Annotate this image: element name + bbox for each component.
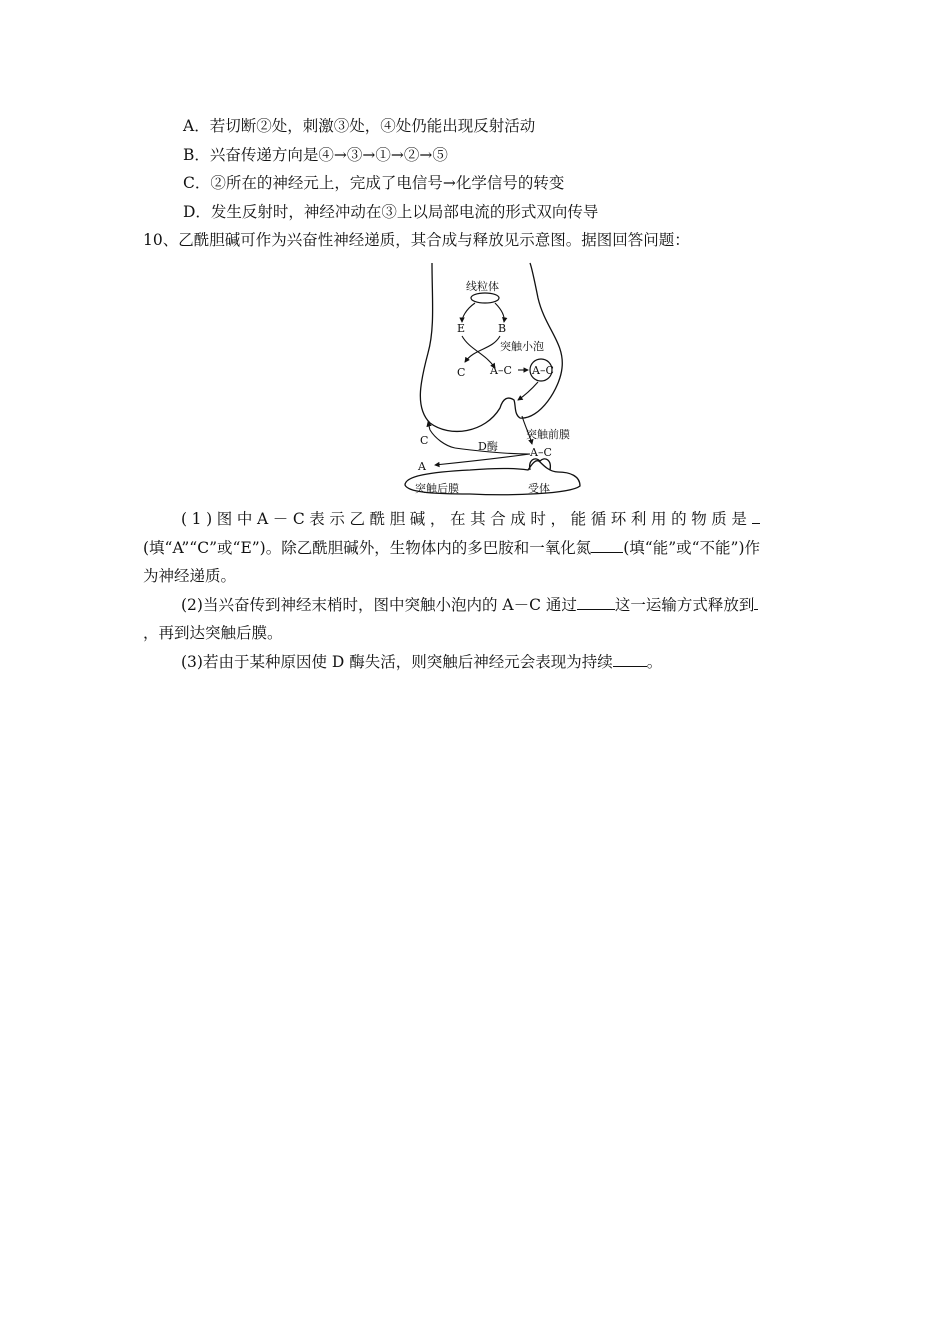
q1-text-1: (1)图中A－C表示乙酰胆碱，在其合成时，能循环利用的物质是 <box>181 510 752 528</box>
label-ac-cleft: A–C <box>530 446 552 459</box>
q1-blank-2 <box>591 538 623 553</box>
q1-line-3: 为神经递质。 <box>143 567 237 585</box>
q2-line-1 <box>181 595 758 615</box>
label-c-top: C <box>457 366 466 379</box>
label-mitochondria: 线粒体 <box>466 280 499 293</box>
option-d: D．发生反射时，神经冲动在③上以局部电流的形式双向传导 <box>183 203 599 221</box>
q1-text-2a: (填“A”“C”或“E”)。除乙酰胆碱外，生物体内的多巴胺和一氧化氮 <box>143 539 592 557</box>
q2-text-1: (2)当兴奋传到神经末梢时，图中突触小泡内的 A－C 通过 <box>181 596 577 614</box>
q2-line-2: ，再到达突触后膜。 <box>143 624 283 642</box>
arrow-to-a <box>435 454 530 465</box>
q1-text-2b: (填“能”或“不能”)作 <box>623 539 761 557</box>
q1-line-2 <box>143 538 760 558</box>
question-10-stem: 10、乙酰胆碱可作为兴奋性神经递质，其合成与释放见示意图。据图回答问题： <box>143 231 690 249</box>
option-c: C．②所在的神经元上，完成了电信号→化学信号的转变 <box>183 174 565 192</box>
label-a: A <box>418 460 426 473</box>
q2-blank-2 <box>754 595 758 610</box>
arrow-b-to-c <box>465 336 500 362</box>
label-b: B <box>498 322 507 335</box>
synapse-diagram <box>390 258 590 500</box>
q3-text-b: 。 <box>646 653 663 671</box>
label-vesicle: 突触小泡 <box>500 340 544 353</box>
q1-blank-1 <box>752 509 760 524</box>
option-b: B．兴奋传递方向是④→③→①→②→⑤ <box>183 146 448 164</box>
label-d-enzyme: D酶 <box>478 440 498 453</box>
q1-line-1 <box>181 509 760 529</box>
q2-blank-1 <box>577 595 615 610</box>
label-presynaptic: 突触前膜 <box>526 428 570 441</box>
option-a: A．若切断②处，刺激③处，④处仍能出现反射活动 <box>183 117 536 135</box>
q3-text-a: (3)若由于某种原因使 D 酶失活，则突触后神经元会表现为持续 <box>181 653 613 671</box>
q3-blank <box>613 652 647 667</box>
label-postsynaptic: 突触后膜 <box>415 482 459 495</box>
label-receptor: 受体 <box>528 482 550 495</box>
arrow-mito-to-b <box>495 303 504 322</box>
arrow-c-reuptake <box>430 430 455 448</box>
arrow-vesicle-release <box>518 382 538 400</box>
mitochondrion-shape <box>471 293 499 303</box>
q3-line <box>181 652 662 672</box>
q2-text-1b: 这一运输方式释放到 <box>614 596 755 614</box>
label-c-left: C <box>420 434 429 447</box>
arrow-mito-to-e <box>462 303 475 322</box>
label-ac-left: A–C <box>490 364 512 377</box>
label-e: E <box>457 322 466 335</box>
label-ac-vesicle: A–C <box>532 364 554 377</box>
